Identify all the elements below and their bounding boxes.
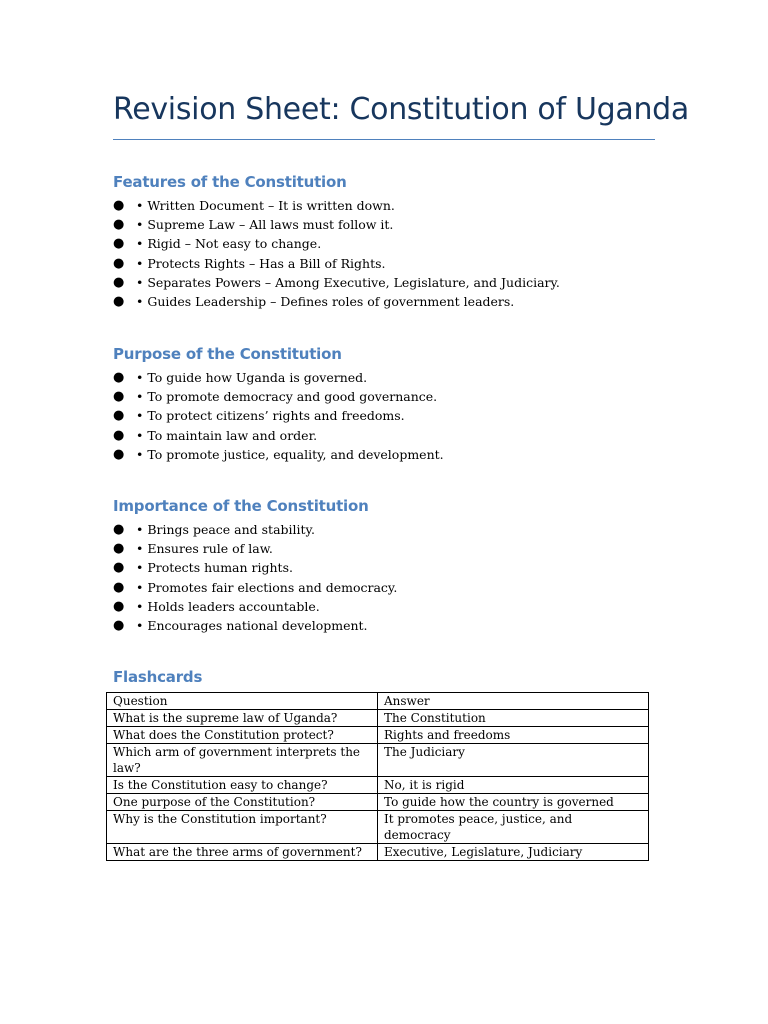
bullet-icon: ● — [113, 293, 125, 309]
question-cell: Is the Constitution easy to change? — [107, 777, 378, 794]
answer-cell: Executive, Legislature, Judiciary — [378, 844, 649, 861]
list-item: ● • To maintain law and order. — [113, 426, 444, 445]
flashcards-table — [106, 692, 649, 861]
question-cell: Why is the Constitution important? — [107, 811, 378, 844]
bullet-icon: ● — [113, 255, 125, 271]
table-row — [107, 710, 649, 727]
list-item: ● • Guides Leadership – Defines roles of government leaders. — [113, 292, 560, 311]
list-item: ● • Encourages national development. — [113, 616, 397, 635]
answer-cell: To guide how the country is governed — [378, 794, 649, 811]
question-cell: What are the three arms of government? — [107, 844, 378, 861]
bullet-icon: ● — [113, 217, 125, 233]
page-title: Revision Sheet: Constitution of Uganda — [113, 92, 689, 127]
importance-heading: Importance of the Constitution — [113, 497, 369, 515]
list-item: ● • Ensures rule of law. — [113, 539, 397, 558]
list-item: ● • To guide how Uganda is governed. — [113, 368, 444, 387]
list-item: ● • Protects Rights – Has a Bill of Rights. — [113, 254, 560, 273]
bullet-icon: ● — [113, 522, 125, 537]
list-item: ● • Supreme Law – All laws must follow it. — [113, 215, 560, 234]
list-item: ● • To promote justice, equality, and development. — [113, 445, 444, 464]
list-item: ● • Protects human rights. — [113, 558, 397, 577]
bullet-icon: ● — [113, 274, 125, 290]
answer-cell: The Judiciary — [378, 744, 649, 777]
list-item: ● • Separates Powers – Among Executive, Legislature, and Judiciary. — [113, 273, 560, 292]
flashcards-heading: Flashcards — [113, 668, 203, 686]
bullet-icon: ● — [113, 598, 125, 614]
importance-list — [113, 520, 397, 635]
answer-cell: Rights and freedoms — [378, 727, 649, 744]
purpose-list — [113, 368, 444, 464]
table-row — [107, 777, 649, 794]
bullet-icon: ● — [113, 389, 125, 405]
bullet-icon: ● — [113, 617, 125, 633]
column-header-answer: Answer — [378, 693, 649, 710]
list-item: ● • Promotes fair elections and democracy. — [113, 578, 397, 597]
question-cell: One purpose of the Constitution? — [107, 794, 378, 811]
table-header-row — [107, 693, 649, 710]
table-row — [107, 811, 649, 844]
question-cell: What is the supreme law of Uganda? — [107, 710, 378, 727]
title-underline — [113, 139, 655, 140]
table-row — [107, 744, 649, 777]
list-item: ● • To protect citizens’ rights and freedoms. — [113, 406, 444, 425]
bullet-icon: ● — [113, 236, 125, 252]
table-row — [107, 844, 649, 861]
answer-cell: No, it is rigid — [378, 777, 649, 794]
bullet-icon: ● — [113, 579, 125, 595]
features-heading: Features of the Constitution — [113, 173, 347, 191]
features-list — [113, 196, 560, 311]
column-header-question: Question — [107, 693, 378, 710]
bullet-icon: ● — [113, 541, 125, 557]
answer-cell: The Constitution — [378, 710, 649, 727]
list-item: ● • To promote democracy and good governance. — [113, 387, 444, 406]
purpose-heading: Purpose of the Constitution — [113, 345, 342, 363]
question-cell: What does the Constitution protect? — [107, 727, 378, 744]
bullet-icon: ● — [113, 427, 125, 443]
list-item: ● • Written Document – It is written down. — [113, 196, 560, 215]
table-row — [107, 727, 649, 744]
bullet-icon: ● — [113, 370, 125, 385]
bullet-icon: ● — [113, 446, 125, 462]
list-item: ● • Rigid – Not easy to change. — [113, 234, 560, 253]
answer-cell: It promotes peace, justice, and democracy — [378, 811, 649, 844]
question-cell: Which arm of government interprets the law? — [107, 744, 378, 777]
table-row — [107, 794, 649, 811]
bullet-icon: ● — [113, 408, 125, 424]
list-item: ● • Holds leaders accountable. — [113, 597, 397, 616]
bullet-icon: ● — [113, 198, 125, 213]
bullet-icon: ● — [113, 560, 125, 576]
list-item: ● • Brings peace and stability. — [113, 520, 397, 539]
